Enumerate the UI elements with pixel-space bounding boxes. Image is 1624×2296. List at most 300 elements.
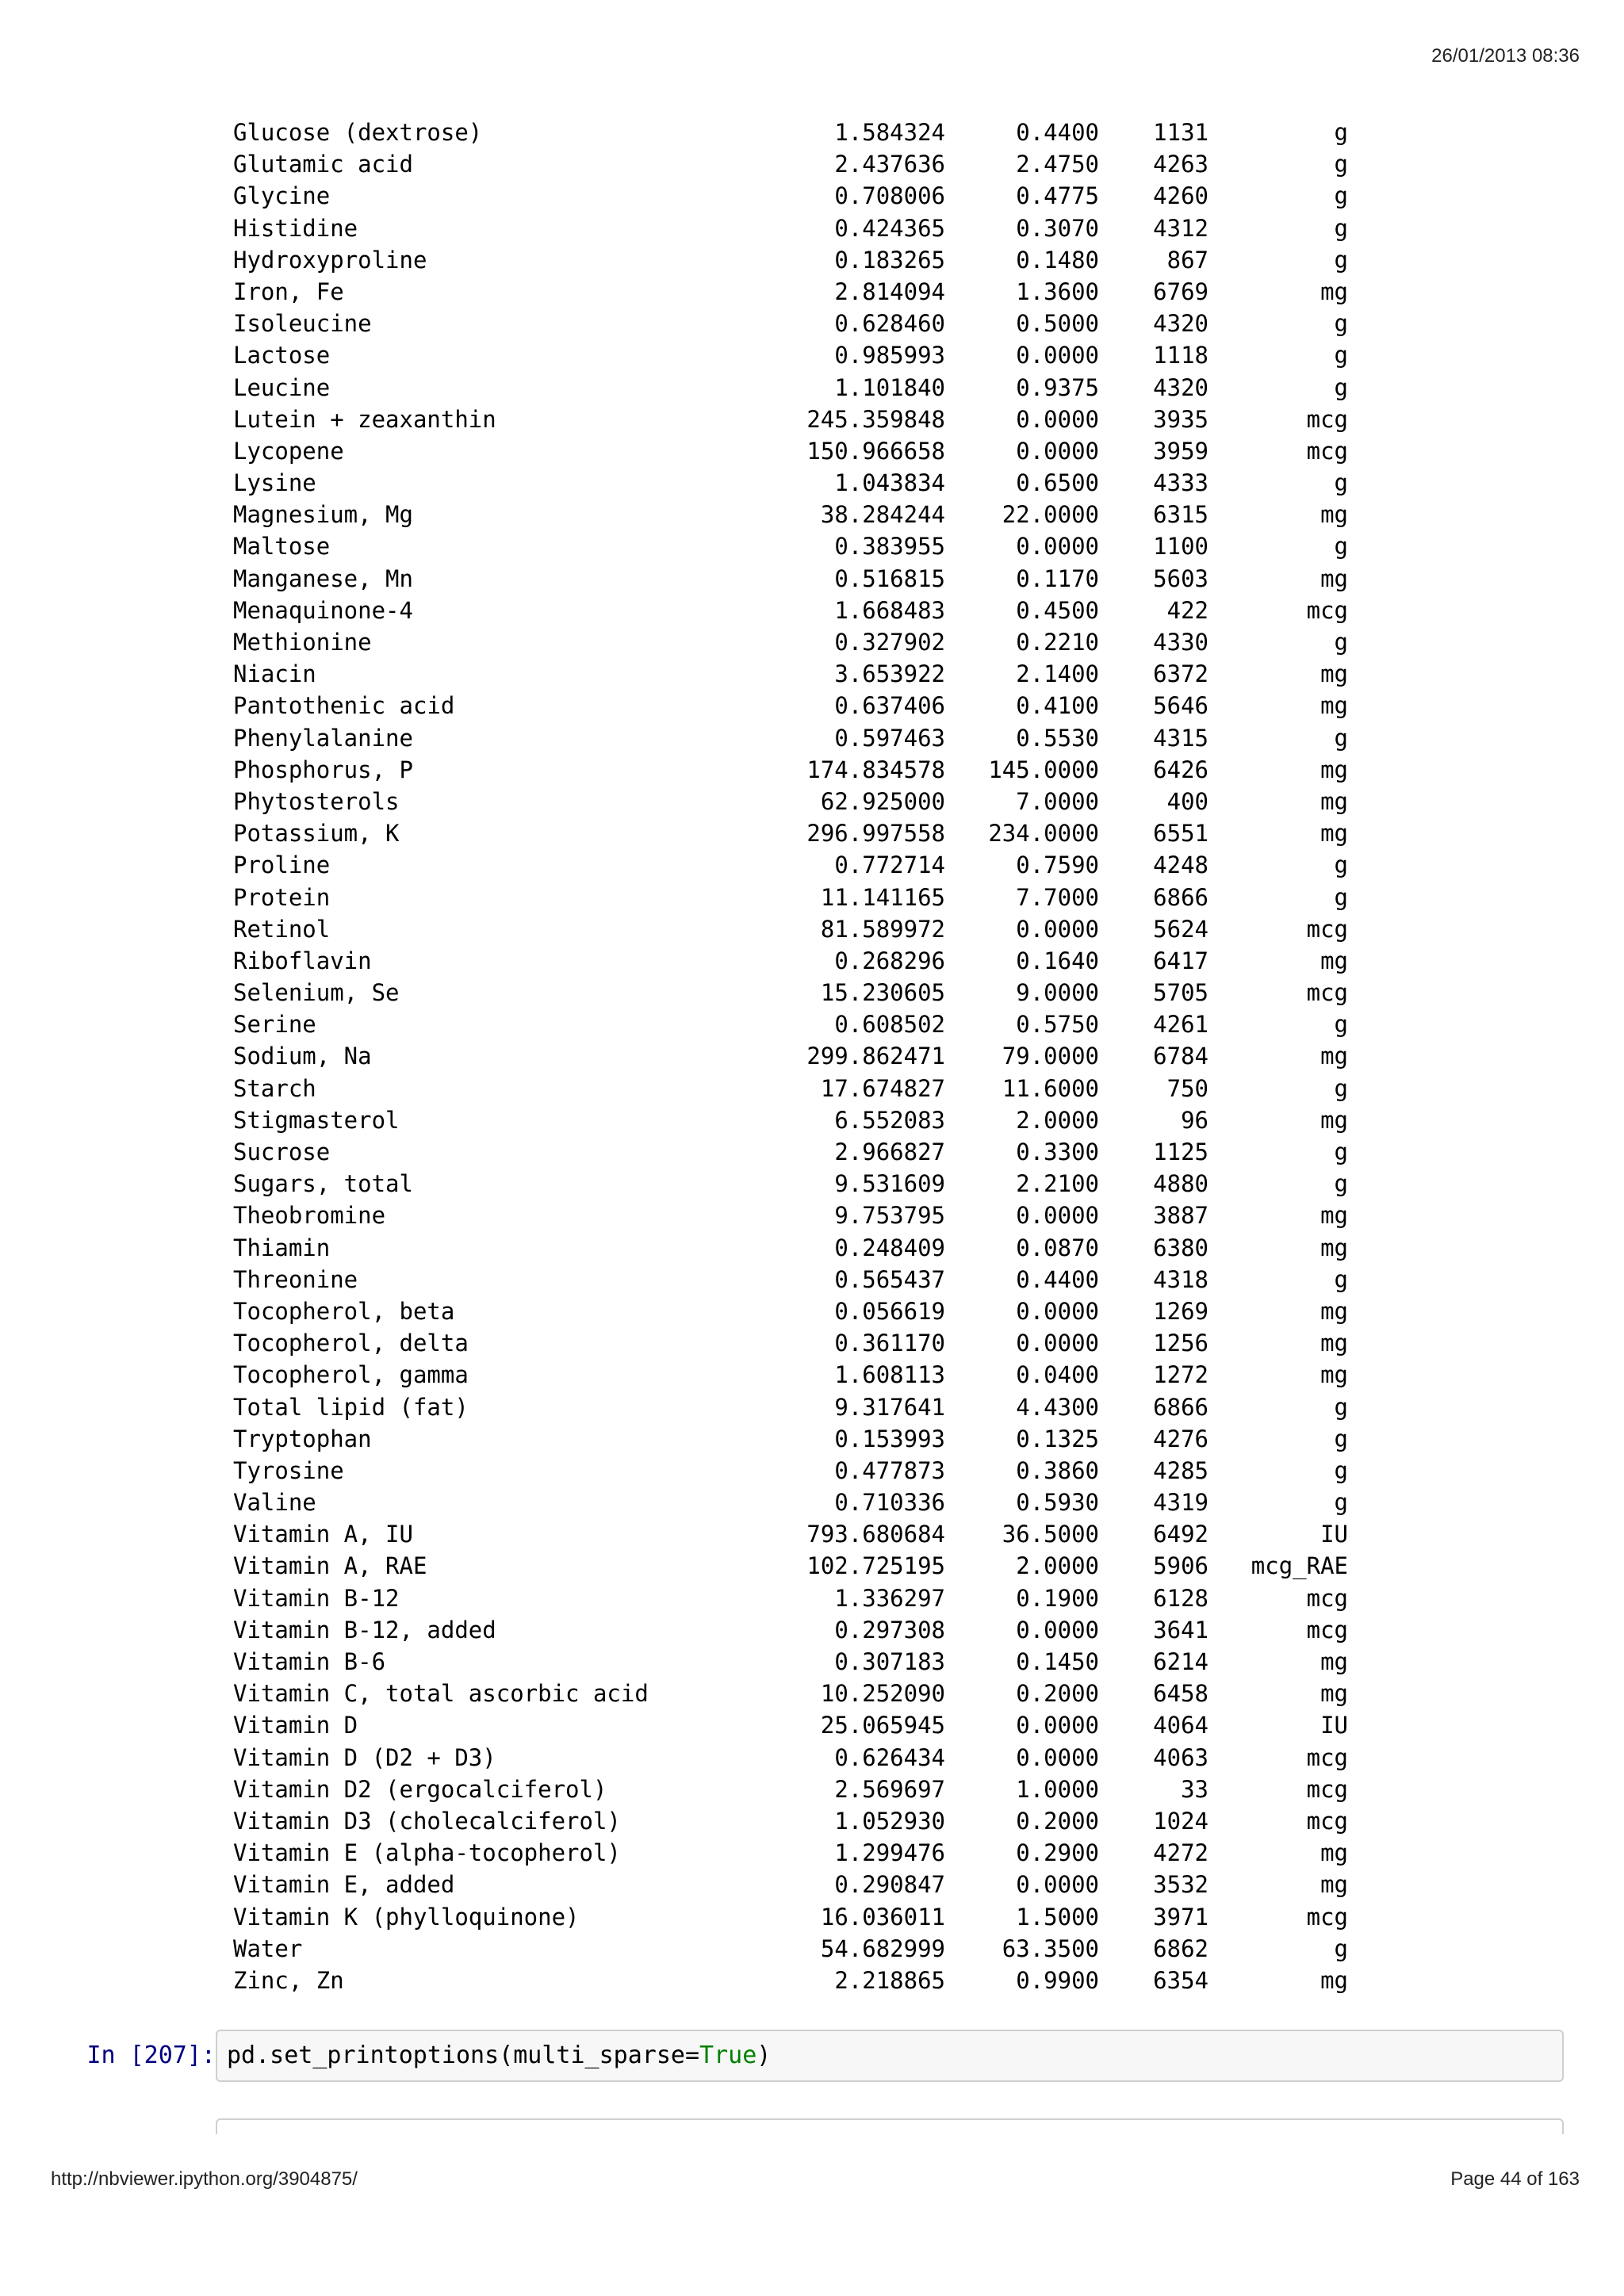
median-value: 0.0000 [1016,437,1099,465]
count-value: 3887 [1153,1202,1208,1230]
median-value: 145.0000 [988,756,1099,783]
mean-value: 11.141165 [820,883,945,911]
mean-value: 0.477873 [834,1456,945,1484]
mean-value: 15.230605 [820,979,945,1007]
count-value: 4248 [1153,851,1208,879]
mean-value: 9.317641 [834,1393,945,1421]
unit-value: mcg_RAE [1251,1552,1348,1580]
nutrient-name: Stigmasterol [233,1106,400,1134]
unit-value: mcg [1306,1584,1348,1612]
nutrient-name: Zinc, Zn [233,1966,344,1994]
median-value: 0.0000 [1016,1616,1099,1644]
mean-value: 0.361170 [834,1330,945,1357]
median-value: 0.1480 [1016,246,1099,274]
median-value: 0.3300 [1016,1138,1099,1165]
count-value: 4318 [1153,1265,1208,1293]
unit-value: mg [1320,692,1348,720]
median-value: 0.0000 [1016,1743,1099,1771]
count-value: 3532 [1153,1871,1208,1899]
median-value: 0.5930 [1016,1489,1099,1517]
median-value: 2.2100 [1016,1170,1099,1198]
code-input[interactable] [216,2030,1564,2082]
mean-value: 3.653922 [834,660,945,688]
median-value: 234.0000 [988,820,1099,848]
count-value: 867 [1166,246,1208,274]
median-value: 0.0000 [1016,1871,1099,1899]
nutrient-name: Vitamin K (phylloquinone) [233,1903,580,1931]
nutrient-name: Water [233,1934,303,1962]
nutrient-name: Sugars, total [233,1170,413,1198]
count-value: 6128 [1153,1584,1208,1612]
unit-value: mg [1320,787,1348,815]
nutrient-name: Menaquinone-4 [233,596,413,624]
count-value: 1118 [1153,342,1208,369]
mean-value: 1.052930 [834,1807,945,1835]
count-value: 5646 [1153,692,1208,720]
count-value: 5906 [1153,1552,1208,1580]
unit-value: mg [1320,820,1348,848]
median-value: 0.0870 [1016,1234,1099,1261]
mean-value: 245.359848 [806,405,945,433]
nutrient-name: Retinol [233,915,331,943]
count-value: 6866 [1153,883,1208,911]
median-value: 0.5750 [1016,1011,1099,1039]
footer-url: http://nbviewer.ipython.org/3904875/ [51,2168,358,2190]
mean-value: 0.183265 [834,246,945,274]
median-value: 0.2210 [1016,629,1099,656]
median-value: 0.9375 [1016,373,1099,401]
median-value: 0.4500 [1016,596,1099,624]
input-prompt: In [207]: [86,2042,216,2069]
mean-value: 0.710336 [834,1489,945,1517]
count-value: 4063 [1153,1743,1208,1771]
mean-value: 9.753795 [834,1202,945,1230]
count-value: 4320 [1153,310,1208,338]
mean-value: 1.101840 [834,373,945,401]
mean-value: 0.597463 [834,724,945,752]
median-value: 0.4400 [1016,119,1099,146]
mean-value: 6.552083 [834,1106,945,1134]
unit-value: g [1334,1456,1348,1484]
unit-value: g [1334,1425,1348,1452]
code-text: pd.set_printoptions(multi_sparse=True) [227,2042,772,2069]
unit-value: g [1334,469,1348,497]
unit-value: mg [1320,564,1348,592]
mean-value: 0.307183 [834,1648,945,1675]
median-value: 0.7590 [1016,851,1099,879]
count-value: 1024 [1153,1807,1208,1835]
nutrient-name: Vitamin B-6 [233,1648,386,1675]
median-value: 2.4750 [1016,151,1099,178]
count-value: 6551 [1153,820,1208,848]
mean-value: 1.299476 [834,1839,945,1867]
nutrient-name: Valine [233,1489,316,1517]
nutrient-name: Tocopherol, beta [233,1297,455,1325]
unit-value: g [1334,851,1348,879]
count-value: 4319 [1153,1489,1208,1517]
nutrient-name: Vitamin D (D2 + D3) [233,1743,496,1771]
unit-value: IU [1320,1712,1348,1739]
median-value: 0.2900 [1016,1839,1099,1867]
mean-value: 0.327902 [834,629,945,656]
count-value: 4064 [1153,1712,1208,1739]
unit-value: g [1334,1393,1348,1421]
unit-value: g [1334,629,1348,656]
count-value: 6769 [1153,277,1208,305]
count-value: 6492 [1153,1521,1208,1548]
print-timestamp: 26/01/2013 08:36 [1431,45,1580,67]
count-value: 4312 [1153,214,1208,242]
count-value: 6354 [1153,1966,1208,1994]
nutrient-name: Selenium, Se [233,979,400,1007]
mean-value: 1.608113 [834,1361,945,1389]
median-value: 0.1640 [1016,947,1099,974]
mean-value: 2.218865 [834,1966,945,1994]
nutrient-name: Lutein + zeaxanthin [233,405,496,433]
nutrient-name: Glutamic acid [233,151,413,178]
mean-value: 0.268296 [834,947,945,974]
keyword-true: True [699,2042,757,2069]
nutrient-name: Hydroxyproline [233,246,427,274]
median-value: 2.1400 [1016,660,1099,688]
unit-value: mg [1320,947,1348,974]
count-value: 400 [1166,787,1208,815]
nutrient-name: Thiamin [233,1234,331,1261]
unit-value: g [1334,151,1348,178]
mean-value: 1.668483 [834,596,945,624]
count-value: 3641 [1153,1616,1208,1644]
nutrient-name: Vitamin E, added [233,1871,455,1899]
unit-value: mg [1320,1680,1348,1708]
unit-value: g [1334,310,1348,338]
count-value: 1272 [1153,1361,1208,1389]
count-value: 4263 [1153,151,1208,178]
nutrient-name: Starch [233,1074,316,1102]
nutrient-name: Vitamin D2 (ergocalciferol) [233,1775,607,1803]
median-value: 0.0400 [1016,1361,1099,1389]
median-value: 0.1450 [1016,1648,1099,1675]
nutrient-name: Vitamin A, IU [233,1521,413,1548]
mean-value: 174.834578 [806,756,945,783]
unit-value: mcg [1306,405,1348,433]
nutrient-name: Vitamin C, total ascorbic acid [233,1680,649,1708]
nutrient-name: Vitamin D [233,1712,358,1739]
median-value: 7.7000 [1016,883,1099,911]
count-value: 1269 [1153,1297,1208,1325]
unit-value: IU [1320,1521,1348,1548]
unit-value: mg [1320,1297,1348,1325]
unit-value: g [1334,373,1348,401]
count-value: 5705 [1153,979,1208,1007]
count-value: 6380 [1153,1234,1208,1261]
nutrient-name: Phytosterols [233,787,400,815]
mean-value: 62.925000 [820,787,945,815]
mean-value: 0.056619 [834,1297,945,1325]
unit-value: g [1334,883,1348,911]
count-value: 1125 [1153,1138,1208,1165]
mean-value: 0.383955 [834,533,945,561]
unit-value: mg [1320,1966,1348,1994]
nutrient-name: Potassium, K [233,820,400,848]
count-value: 6866 [1153,1393,1208,1421]
median-value: 0.0000 [1016,1330,1099,1357]
nutrient-name: Tocopherol, delta [233,1330,469,1357]
median-value: 0.0000 [1016,533,1099,561]
unit-value: mg [1320,1202,1348,1230]
nutrient-name: Threonine [233,1265,358,1293]
median-value: 11.6000 [1002,1074,1099,1102]
count-value: 6417 [1153,947,1208,974]
nutrient-name: Pantothenic acid [233,692,455,720]
median-value: 0.4400 [1016,1265,1099,1293]
count-value: 5603 [1153,564,1208,592]
nutrient-name: Vitamin D3 (cholecalciferol) [233,1807,621,1835]
unit-value: g [1334,1011,1348,1039]
next-cell-box[interactable] [216,2118,1564,2134]
nutrient-name: Methionine [233,629,372,656]
mean-value: 0.297308 [834,1616,945,1644]
nutrient-name: Lactose [233,342,331,369]
median-value: 0.0000 [1016,1712,1099,1739]
unit-value: g [1334,1074,1348,1102]
unit-value: mg [1320,1234,1348,1261]
count-value: 4276 [1153,1425,1208,1452]
unit-value: mcg [1306,1903,1348,1931]
mean-value: 10.252090 [820,1680,945,1708]
mean-value: 0.626434 [834,1743,945,1771]
median-value: 2.0000 [1016,1552,1099,1580]
unit-value: mcg [1306,915,1348,943]
median-value: 0.2000 [1016,1680,1099,1708]
count-value: 3959 [1153,437,1208,465]
unit-value: mg [1320,1648,1348,1675]
median-value: 0.1325 [1016,1425,1099,1452]
nutrient-name: Vitamin A, RAE [233,1552,427,1580]
median-value: 7.0000 [1016,787,1099,815]
nutrient-name: Proline [233,851,331,879]
median-value: 0.3860 [1016,1456,1099,1484]
count-value: 3935 [1153,405,1208,433]
unit-value: mg [1320,1330,1348,1357]
mean-value: 1.584324 [834,119,945,146]
unit-value: g [1334,1138,1348,1165]
unit-value: mcg [1306,596,1348,624]
mean-value: 0.248409 [834,1234,945,1261]
nutrient-name: Maltose [233,533,331,561]
nutrient-name: Lysine [233,469,316,497]
unit-value: g [1334,119,1348,146]
count-value: 6458 [1153,1680,1208,1708]
unit-value: mcg [1306,437,1348,465]
nutrient-name: Histidine [233,214,358,242]
unit-value: g [1334,342,1348,369]
mean-value: 38.284244 [820,501,945,529]
count-value: 33 [1181,1775,1208,1803]
nutrient-name: Glycine [233,182,331,210]
unit-value: g [1334,246,1348,274]
median-value: 0.0000 [1016,1202,1099,1230]
mean-value: 2.814094 [834,277,945,305]
mean-value: 54.682999 [820,1934,945,1962]
mean-value: 0.424365 [834,214,945,242]
count-value: 4285 [1153,1456,1208,1484]
median-value: 0.9900 [1016,1966,1099,1994]
nutrient-name: Riboflavin [233,947,372,974]
median-value: 0.2000 [1016,1807,1099,1835]
unit-value: mg [1320,277,1348,305]
unit-value: mg [1320,1839,1348,1867]
unit-value: mcg [1306,979,1348,1007]
mean-value: 16.036011 [820,1903,945,1931]
nutrient-name: Leucine [233,373,331,401]
count-value: 4272 [1153,1839,1208,1867]
nutrient-name: Theobromine [233,1202,386,1230]
nutrient-name: Phenylalanine [233,724,413,752]
median-value: 0.0000 [1016,342,1099,369]
nutrient-name: Serine [233,1011,316,1039]
count-value: 6426 [1153,756,1208,783]
nutrient-name: Total lipid (fat) [233,1393,469,1421]
unit-value: mcg [1306,1807,1348,1835]
mean-value: 81.589972 [820,915,945,943]
count-value: 6315 [1153,501,1208,529]
median-value: 36.5000 [1002,1521,1099,1548]
unit-value: g [1334,214,1348,242]
nutrient-name: Sodium, Na [233,1043,372,1070]
nutrient-name: Isoleucine [233,310,372,338]
median-value: 1.5000 [1016,1903,1099,1931]
count-value: 6784 [1153,1043,1208,1070]
unit-value: mg [1320,1871,1348,1899]
count-value: 1100 [1153,533,1208,561]
count-value: 4260 [1153,182,1208,210]
unit-value: g [1334,1489,1348,1517]
mean-value: 25.065945 [820,1712,945,1739]
mean-value: 0.985993 [834,342,945,369]
count-value: 4315 [1153,724,1208,752]
nutrient-name: Niacin [233,660,316,688]
mean-value: 2.569697 [834,1775,945,1803]
unit-value: mg [1320,1106,1348,1134]
nutrient-name: Vitamin B-12 [233,1584,400,1612]
count-value: 4261 [1153,1011,1208,1039]
mean-value: 2.437636 [834,151,945,178]
unit-value: mg [1320,660,1348,688]
median-value: 0.0000 [1016,405,1099,433]
mean-value: 299.862471 [806,1043,945,1070]
nutrient-name: Protein [233,883,331,911]
median-value: 0.1170 [1016,564,1099,592]
count-value: 4330 [1153,629,1208,656]
mean-value: 0.565437 [834,1265,945,1293]
median-value: 79.0000 [1002,1043,1099,1070]
median-value: 9.0000 [1016,979,1099,1007]
mean-value: 0.708006 [834,182,945,210]
mean-value: 9.531609 [834,1170,945,1198]
median-value: 22.0000 [1002,501,1099,529]
nutrient-name: Tyrosine [233,1456,344,1484]
unit-value: g [1334,533,1348,561]
median-value: 0.4775 [1016,182,1099,210]
unit-value: mg [1320,1361,1348,1389]
median-value: 0.6500 [1016,469,1099,497]
nutrient-name: Tocopherol, gamma [233,1361,469,1389]
mean-value: 1.043834 [834,469,945,497]
median-value: 4.4300 [1016,1393,1099,1421]
unit-value: mg [1320,501,1348,529]
mean-value: 0.637406 [834,692,945,720]
count-value: 6862 [1153,1934,1208,1962]
count-value: 1256 [1153,1330,1208,1357]
mean-value: 0.628460 [834,310,945,338]
nutrient-name: Iron, Fe [233,277,344,305]
median-value: 0.4100 [1016,692,1099,720]
nutrient-name: Sucrose [233,1138,331,1165]
nutrient-name: Magnesium, Mg [233,501,413,529]
count-value: 6214 [1153,1648,1208,1675]
nutrient-name: Vitamin B-12, added [233,1616,496,1644]
median-value: 63.3500 [1002,1934,1099,1962]
unit-value: mcg [1306,1743,1348,1771]
unit-value: g [1334,724,1348,752]
mean-value: 0.772714 [834,851,945,879]
unit-value: mg [1320,756,1348,783]
median-value: 0.3070 [1016,214,1099,242]
unit-value: g [1334,1934,1348,1962]
nutrient-name: Vitamin E (alpha-tocopherol) [233,1839,621,1867]
mean-value: 793.680684 [806,1521,945,1548]
nutrient-name: Lycopene [233,437,344,465]
count-value: 750 [1166,1074,1208,1102]
mean-value: 0.516815 [834,564,945,592]
count-value: 4333 [1153,469,1208,497]
mean-value: 296.997558 [806,820,945,848]
count-value: 3971 [1153,1903,1208,1931]
median-value: 0.5530 [1016,724,1099,752]
count-value: 96 [1181,1106,1208,1134]
median-value: 1.3600 [1016,277,1099,305]
nutrient-name: Manganese, Mn [233,564,413,592]
mean-value: 0.608502 [834,1011,945,1039]
nutrient-name: Glucose (dextrose) [233,119,483,146]
mean-value: 150.966658 [806,437,945,465]
nutrient-name: Phosphorus, P [233,756,413,783]
count-value: 4880 [1153,1170,1208,1198]
count-value: 1131 [1153,119,1208,146]
mean-value: 0.153993 [834,1425,945,1452]
mean-value: 2.966827 [834,1138,945,1165]
mean-value: 17.674827 [820,1074,945,1102]
median-value: 0.0000 [1016,1297,1099,1325]
unit-value: mcg [1306,1616,1348,1644]
median-value: 0.1900 [1016,1584,1099,1612]
unit-value: g [1334,182,1348,210]
unit-value: mcg [1306,1775,1348,1803]
median-value: 0.0000 [1016,915,1099,943]
unit-value: mg [1320,1043,1348,1070]
unit-value: g [1334,1170,1348,1198]
count-value: 5624 [1153,915,1208,943]
nutrient-name: Tryptophan [233,1425,372,1452]
count-value: 6372 [1153,660,1208,688]
mean-value: 1.336297 [834,1584,945,1612]
count-value: 422 [1166,596,1208,624]
count-value: 4320 [1153,373,1208,401]
footer-page-number: Page 44 of 163 [1450,2168,1580,2190]
median-value: 2.0000 [1016,1106,1099,1134]
unit-value: g [1334,1265,1348,1293]
median-value: 1.0000 [1016,1775,1099,1803]
